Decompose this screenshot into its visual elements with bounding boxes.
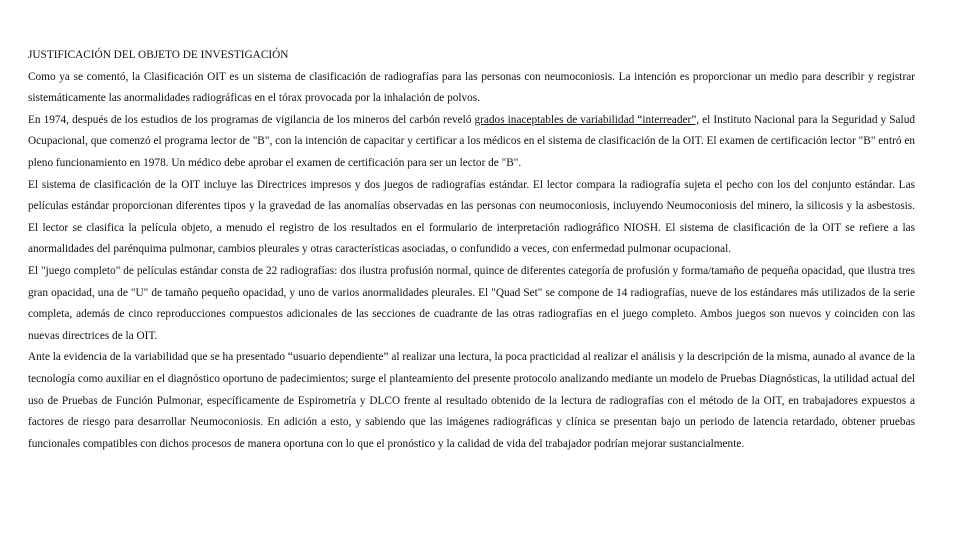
section-title: JUSTIFICACIÓN DEL OBJETO DE INVESTIGACIÓN [28,49,289,61]
paragraph-b-reader-program [28,110,915,175]
paragraph-oit-classification: Como ya se comentó, la Clasificación OIT es un sistema de clasificación de radiografías para las personas con neumoconiosis. La intención es proporcionar un medio para describir y registrar sistemáticamente las anormalidades radiográficas en el tórax provocada por la inhalación de polvos. [28,70,915,105]
paragraph-classification-system: El sistema de clasificación de la OIT incluye las Directrices impresos y dos juegos de radiografías estándar. El lector compara la radiografía sujeta el pecho con los del conjunto estándar. Las películas estándar proporcionan diferentes tipos y la gravedad de las anomalías observadas en las personas con neumoconiosis, incluyendo Neumoconiosis del minero, la silicosis y la asbestosis. El lector se clasifica la película objeto, a menudo el registro de los resultados en el formulario de interpretación radiográfico NIOSH. El sistema de clasificación de la OIT se refiere a las anormalidades del parénquima pulmonar, cambios pleurales y otras características asociadas, o confundido a veces, con enfermedad pulmonar ocupacional. [28,178,915,256]
paragraph-full-set: El "juego completo" de películas estándar consta de 22 radiografías: dos ilustra profusión normal, quince de diferentes categoría de profusión y forma/tamaño de pequeña opacidad, que ilustra tres gran opacidad, una de "U" de tamaño pequeño opacidad, y uno de varios anormalidades pleurales. El "Quad Set" se compone de 14 radiografías, nueve de los estándares más utilizados de la serie completa, además de cinco reproducciones compuestos adicionales de las secciones de cuadrante de las otras radiografías en el juego completo. Ambos juegos son nuevos y coinciden con las nuevas directrices de la OIT. [28,264,915,342]
document-page [28,45,915,455]
paragraph-text-after: el Instituto Nacional para la Seguridad y Salud Ocupacional, que comenzó el programa lector de "B", con la intención de capacitar y certificar a los médicos en el sistema de clasificación de la OIT. El examen de certificación lector "B" entró en pleno funcionamiento en 1978. Un médico debe aprobar el examen de certificación para ser un lector de "B". [28,113,915,169]
underlined-phrase: grados inaceptables de variabilidad “interreader”, [474,113,700,126]
paragraph-text-before: En 1974, después de los estudios de los programas de vigilancia de los mineros del carbón reveló [28,113,475,126]
paragraph-justification: Ante la evidencia de la variabilidad que se ha presentado “usuario dependiente” al realizar una lectura, la poca practicidad al realizar el análisis y la descripción de la misma, aunado al avance de la tecnología como auxiliar en el diagnóstico oportuno de padecimientos; surge el planteamiento del presente protocolo analizando mediante un modelo de Pruebas Diagnósticas, la utilidad actual del uso de Pruebas de Función Pulmonar, específicamente de Espirometría y DLCO frente al resultado obtenido de la lectura de radiografías con el método de la OIT, en trabajadores expuestos a factores de riesgo para desarrollar Neumoconiosis. En adición a esto, y sabiendo que las imágenes radiográficas y clínica se presentan bajo un periodo de latencia retardado, obtener pruebas funcionales compatibles con dichos procesos de manera oportuna con lo que el pronóstico y la calidad de vida del trabajador podrían mejorar sustancialmente. [28,351,915,450]
